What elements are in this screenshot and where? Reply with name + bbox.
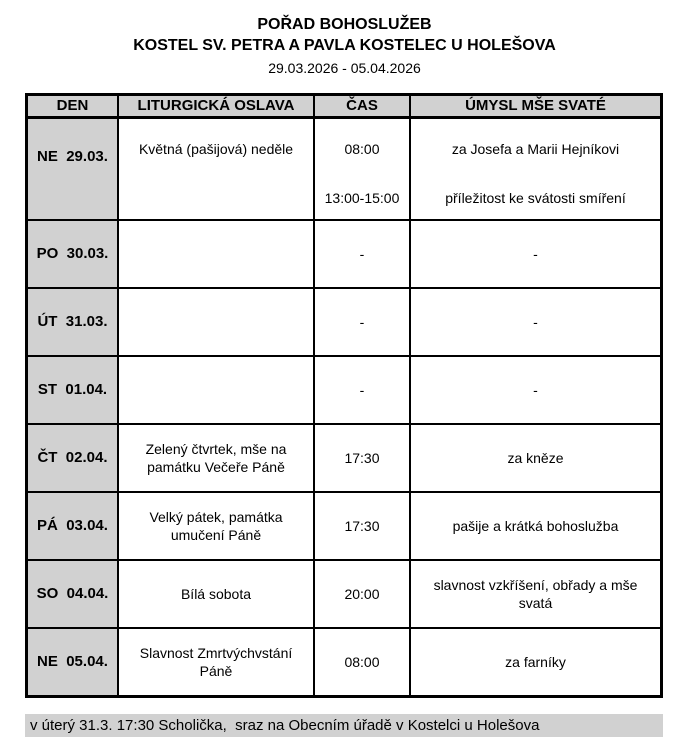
intention-cell: - bbox=[533, 382, 538, 398]
footer-note: v úterý 31.3. 17:30 Scholička, sraz na Obecním úřadě v Kostelci u Holešova bbox=[25, 714, 663, 737]
column-header-intention: ÚMYSL MŠE SVATÉ bbox=[411, 96, 660, 116]
intention-cell: - bbox=[533, 246, 538, 262]
intention-cell: slavnost vzkříšení, obřady a mše svatá bbox=[433, 577, 638, 611]
day-cell: NE 29.03. bbox=[28, 119, 119, 219]
schedule-table bbox=[25, 93, 663, 698]
liturgy-text-spacer bbox=[127, 189, 305, 206]
intention-cell: - bbox=[533, 314, 538, 330]
liturgy-cell bbox=[119, 289, 315, 355]
time-cell: 20:00 bbox=[315, 561, 411, 627]
intention-text: za Josefa a Marii Hejníkovi bbox=[451, 140, 620, 157]
intention-cell: pašije a krátká bohoslužba bbox=[452, 518, 619, 534]
liturgy-cell bbox=[119, 357, 315, 423]
intention-cell: za kněze bbox=[507, 450, 564, 466]
intention-cell bbox=[411, 119, 660, 219]
day-cell: NE 05.04. bbox=[28, 629, 119, 695]
table-row bbox=[28, 119, 660, 221]
day-cell: ČT 02.04. bbox=[28, 425, 119, 491]
table-row bbox=[28, 629, 660, 695]
time-cell bbox=[315, 119, 411, 219]
date-range: 29.03.2026 - 05.04.2026 bbox=[268, 60, 421, 76]
time-cell: - bbox=[315, 357, 411, 423]
table-row bbox=[28, 357, 660, 425]
time-text: 08:00 bbox=[344, 140, 380, 157]
intention-cell: za farníky bbox=[505, 654, 566, 670]
day-cell: ÚT 31.03. bbox=[28, 289, 119, 355]
table-row bbox=[28, 561, 660, 629]
time-cell: 08:00 bbox=[315, 629, 411, 695]
table-header-row bbox=[28, 96, 660, 119]
time-cell: - bbox=[315, 221, 411, 287]
document-header bbox=[0, 14, 689, 78]
page-title: POŘAD BOHOSLUŽEB bbox=[257, 16, 432, 33]
intention-text: příležitost ke svátosti smíření bbox=[445, 189, 626, 206]
day-cell: SO 04.04. bbox=[28, 561, 119, 627]
time-text: 13:00-15:00 bbox=[324, 189, 400, 206]
time-cell: - bbox=[315, 289, 411, 355]
day-cell: ST 01.04. bbox=[28, 357, 119, 423]
liturgy-cell: Zelený čtvrtek, mše na památku Večeře Páně bbox=[119, 425, 315, 491]
time-cell: 17:30 bbox=[315, 493, 411, 559]
page-subtitle: KOSTEL SV. PETRA A PAVLA KOSTELEC U HOLEŠOVA bbox=[133, 37, 556, 54]
day-cell: PÁ 03.04. bbox=[28, 493, 119, 559]
liturgy-cell: Slavnost Zmrtvýchvstání Páně bbox=[119, 629, 315, 695]
table-row bbox=[28, 289, 660, 357]
column-header-time: ČAS bbox=[315, 96, 411, 116]
column-header-liturgy: LITURGICKÁ OSLAVA bbox=[119, 96, 315, 116]
column-header-den: DEN bbox=[28, 96, 119, 116]
table-row bbox=[28, 493, 660, 561]
table-row bbox=[28, 221, 660, 289]
table-row bbox=[28, 425, 660, 493]
liturgy-cell: Bílá sobota bbox=[119, 561, 315, 627]
day-cell: PO 30.03. bbox=[28, 221, 119, 287]
liturgy-cell: Velký pátek, památka umučení Páně bbox=[119, 493, 315, 559]
liturgy-cell bbox=[119, 221, 315, 287]
liturgy-cell bbox=[119, 119, 315, 219]
time-cell: 17:30 bbox=[315, 425, 411, 491]
liturgy-text: Květná (pašijová) neděle bbox=[138, 141, 294, 157]
